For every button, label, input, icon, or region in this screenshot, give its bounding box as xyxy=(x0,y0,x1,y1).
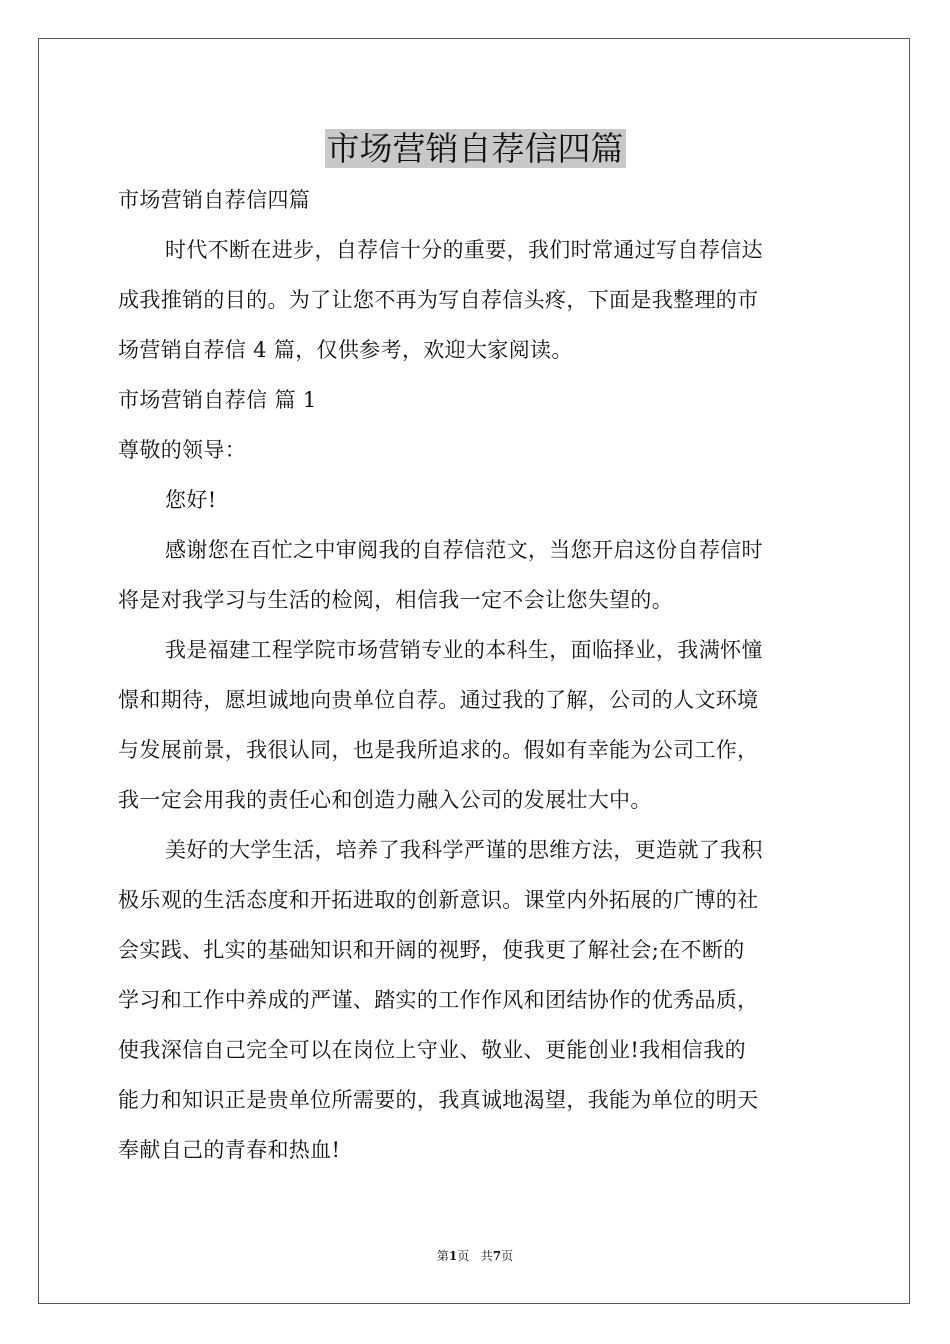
paragraph-line: 会实践、扎实的基础知识和开阔的视野，使我更了解社会;在不断的 xyxy=(118,938,745,962)
paragraph-line: 憬和期待，愿坦诚地向贵单位自荐。通过我的了解，公司的人文环境 xyxy=(118,688,759,712)
paragraph-line: 成我推销的目的。为了让您不再为写自荐信头疼，下面是我整理的市 xyxy=(118,288,759,312)
paragraph-line: 我一定会用我的责任心和创造力融入公司的发展壮大中。 xyxy=(118,788,652,812)
paragraph-line: 美好的大学生活，培养了我科学严谨的思维方法，更造就了我积 xyxy=(165,838,763,862)
page-border xyxy=(38,38,910,1304)
paragraph-line: 场营销自荐信 4 篇，仅供参考，欢迎大家阅读。 xyxy=(118,338,573,362)
section-heading: 市场营销自荐信 篇 1 xyxy=(118,388,317,412)
paragraph-line: 能力和知识正是贵单位所需要的，我真诚地渴望，我能为单位的明天 xyxy=(118,1088,759,1112)
paragraph-line: 极乐观的生活态度和开拓进取的创新意识。课堂内外拓展的广博的社 xyxy=(118,888,759,912)
paragraph-line: 时代不断在进步，自荐信十分的重要，我们时常通过写自荐信达 xyxy=(165,238,763,262)
footer-current-page: 1 xyxy=(448,1249,458,1263)
paragraph-line: 与发展前景，我很认同，也是我所追求的。假如有幸能为公司工作， xyxy=(118,738,759,762)
document-title-text: 市场营销自荐信四篇 xyxy=(326,129,624,168)
paragraph-line: 我是福建工程学院市场营销专业的本科生，面临择业，我满怀憧 xyxy=(165,638,763,662)
paragraph-line: 感谢您在百忙之中审阅我的自荐信范文，当您开启这份自荐信时 xyxy=(165,538,763,562)
footer-total-pages: 7 xyxy=(492,1249,502,1263)
salutation: 尊敬的领导： xyxy=(118,438,247,462)
paragraph-line: 奉献自己的青春和热血! xyxy=(118,1138,341,1162)
paragraph-line: 学习和工作中养成的严谨、踏实的工作作风和团结协作的优秀品质， xyxy=(118,988,759,1012)
footer-mid: 页 共 xyxy=(457,1249,493,1263)
greeting: 您好! xyxy=(165,488,217,512)
document-title xyxy=(0,126,950,172)
footer-prefix: 第 xyxy=(436,1249,449,1263)
paragraph-line: 将是对我学习与生活的检阅，相信我一定不会让您失望的。 xyxy=(118,588,674,612)
document-subtitle: 市场营销自荐信四篇 xyxy=(118,188,311,212)
page-number-footer xyxy=(0,1248,950,1264)
paragraph-line: 使我深信自己完全可以在岗位上守业、敬业、更能创业!我相信我的 xyxy=(118,1038,746,1062)
footer-suffix: 页 xyxy=(501,1249,514,1263)
